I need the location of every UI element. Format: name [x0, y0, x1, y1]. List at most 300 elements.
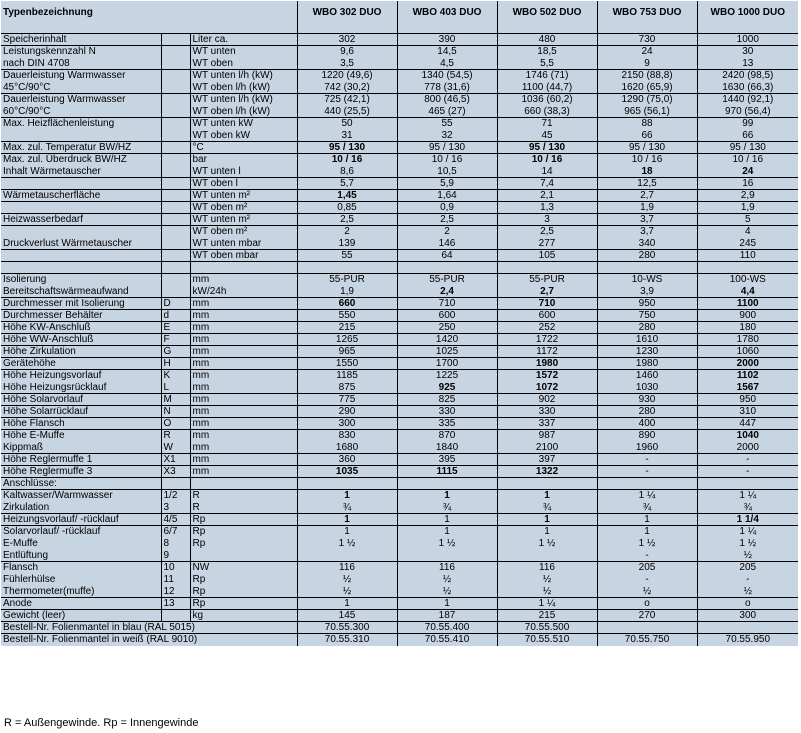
table-row [1, 286, 798, 298]
value-cell: 14 [497, 166, 597, 178]
value-cell: ¾ [697, 502, 798, 514]
table-row [1, 514, 798, 526]
table-row [1, 598, 798, 610]
value-cell: 70.55.750 [597, 634, 697, 646]
value-cell [697, 262, 798, 274]
table-row [1, 58, 798, 70]
value-cell: 750 [597, 310, 697, 322]
value-cell: 55 [297, 250, 397, 262]
value-cell: 1230 [597, 346, 697, 358]
value-cell: 1 [297, 526, 397, 538]
row-label: Wärmetauscherfläche [1, 190, 161, 202]
value-cell: 1 1/4 [697, 514, 798, 526]
row-unit: R [190, 490, 297, 502]
value-cell: 1 [497, 490, 597, 502]
table-row [1, 430, 798, 442]
value-cell [497, 262, 597, 274]
row-label: Höhe Solarvorlauf [1, 394, 161, 406]
value-cell: 10 / 16 [297, 154, 397, 166]
value-cell: ¾ [597, 502, 697, 514]
value-cell: 1 [497, 514, 597, 526]
row-unit: Rp [190, 586, 297, 598]
value-cell: 2 [297, 226, 397, 238]
value-cell: 2,7 [497, 286, 597, 298]
header-row [1, 1, 798, 34]
value-cell: 830 [297, 430, 397, 442]
value-cell: 4 [697, 226, 798, 238]
row-unit: Rp [190, 574, 297, 586]
row-unit: WT oben m² [190, 202, 297, 214]
row-label [1, 250, 161, 262]
value-cell: 600 [397, 310, 497, 322]
value-cell: 1780 [697, 334, 798, 346]
row-unit: R [190, 502, 297, 514]
row-unit: Rp [190, 514, 297, 526]
row-unit: mm [190, 418, 297, 430]
value-cell: 1610 [597, 334, 697, 346]
value-cell: 1722 [497, 334, 597, 346]
row-symbol: F [161, 334, 190, 346]
value-cell: 465 (27) [397, 106, 497, 118]
value-cell: 290 [297, 406, 397, 418]
value-cell: 116 [397, 562, 497, 574]
value-cell: 660 (38,3) [497, 106, 597, 118]
table-row [1, 454, 798, 466]
value-cell: ½ [297, 574, 397, 586]
value-cell: 1550 [297, 358, 397, 370]
value-cell: 2,5 [497, 226, 597, 238]
row-unit: WT oben mbar [190, 250, 297, 262]
value-cell: 1 [597, 526, 697, 538]
value-cell: 925 [397, 382, 497, 394]
row-unit: mm [190, 430, 297, 442]
row-label: Höhe E-Muffe [1, 430, 161, 442]
row-label: Thermometer(muffe) [3, 585, 95, 597]
table-row [1, 274, 798, 286]
value-cell: 710 [497, 298, 597, 310]
row-symbol: X1 [161, 454, 190, 466]
value-cell: 1572 [497, 370, 597, 382]
value-cell: 1220 (49,6) [297, 70, 397, 82]
row-unit: mm [190, 406, 297, 418]
value-cell: 400 [597, 418, 697, 430]
value-cell: 1,9 [697, 202, 798, 214]
row-symbol: K [161, 370, 190, 382]
value-cell: 1100 (44,7) [497, 82, 597, 94]
table-row [1, 538, 798, 550]
value-cell: 1 ¼ [497, 598, 597, 610]
value-cell: 1025 [397, 346, 497, 358]
table-row [1, 202, 798, 214]
row-unit: kW/24h [190, 286, 297, 298]
value-cell: - [597, 550, 697, 562]
row-symbol [161, 250, 190, 262]
table-row [1, 382, 798, 394]
value-cell: 302 [297, 34, 397, 46]
value-cell: 1072 [497, 382, 597, 394]
table-row [1, 130, 798, 142]
value-cell: 1 [297, 490, 397, 502]
row-unit: mm [190, 358, 297, 370]
row-unit: WT oben m² [190, 226, 297, 238]
row-symbol: N [161, 406, 190, 418]
row-label: Höhe Heizungsrücklauf [3, 381, 107, 393]
table-row [1, 370, 798, 382]
value-cell: 9,6 [297, 46, 397, 58]
row-unit: Rp [190, 526, 297, 538]
value-cell: 99 [697, 118, 798, 130]
table-row [1, 490, 798, 502]
value-cell: 730 [597, 34, 697, 46]
row-unit: mm [190, 466, 297, 478]
value-cell: 397 [497, 454, 597, 466]
value-cell: 2420 (98,5) [697, 70, 798, 82]
value-cell: 10 / 16 [697, 154, 798, 166]
row-label: Bestell-Nr. Folienmantel in weiß (RAL 9010) [1, 634, 297, 646]
row-symbol [161, 58, 190, 70]
row-symbol: 11 [161, 574, 190, 586]
value-cell: 4,5 [397, 58, 497, 70]
value-cell: 1102 [697, 370, 798, 382]
value-cell: 440 (25,5) [297, 106, 397, 118]
table-row [1, 154, 798, 166]
value-cell: ½ [697, 586, 798, 598]
row-unit: mm [190, 442, 297, 454]
value-cell: 875 [297, 382, 397, 394]
value-cell: 280 [597, 322, 697, 334]
row-label: Leistungskennzahl N [1, 46, 161, 58]
row-symbol [161, 238, 190, 250]
value-cell: 2150 (88,8) [597, 70, 697, 82]
value-cell: 2,5 [397, 214, 497, 226]
table-row [1, 334, 798, 346]
value-cell: 4,4 [697, 286, 798, 298]
row-label: Kippmaß [3, 441, 44, 453]
value-cell: 146 [397, 238, 497, 250]
value-cell: 710 [397, 298, 497, 310]
value-cell: 95 / 130 [497, 142, 597, 154]
value-cell: 32 [397, 130, 497, 142]
row-unit: WT unten mbar [190, 238, 297, 250]
row-symbol: O [161, 418, 190, 430]
value-cell: 252 [497, 322, 597, 334]
row-label: Gewicht (leer) [1, 610, 161, 622]
value-cell: 1,45 [297, 190, 397, 202]
value-cell [597, 622, 697, 634]
value-cell: 95 / 130 [297, 142, 397, 154]
value-cell: 987 [497, 430, 597, 442]
value-cell: - [697, 574, 798, 586]
value-cell: 340 [597, 238, 697, 250]
value-cell: 31 [297, 130, 397, 142]
value-cell: o [697, 598, 798, 610]
row-symbol [161, 214, 190, 226]
value-cell: 45 [497, 130, 597, 142]
row-label: Höhe Solarrücklauf [1, 406, 161, 418]
value-cell [697, 478, 798, 490]
value-cell: 800 (46,5) [397, 94, 497, 106]
value-cell: 24 [597, 46, 697, 58]
value-cell: ½ [297, 586, 397, 598]
row-unit: WT oben l [190, 178, 297, 190]
value-cell: 277 [497, 238, 597, 250]
value-cell: 0,85 [297, 202, 397, 214]
row-label: Fühlerhülse [3, 573, 56, 585]
value-cell: 1680 [297, 442, 397, 454]
value-cell: 1 ¼ [697, 526, 798, 538]
value-cell: 1 ¼ [597, 490, 697, 502]
value-cell [297, 550, 397, 562]
row-label: Durchmesser mit Isolierung [1, 298, 161, 310]
value-cell: 3,7 [597, 214, 697, 226]
value-cell: 105 [497, 250, 597, 262]
row-symbol [161, 34, 190, 46]
value-cell: 1100 [697, 298, 798, 310]
value-cell: 2,9 [697, 190, 798, 202]
value-cell: ½ [397, 574, 497, 586]
value-cell: 330 [397, 406, 497, 418]
value-cell: 1 [397, 598, 497, 610]
value-cell: 205 [597, 562, 697, 574]
row-symbol [161, 286, 190, 298]
table-row [1, 34, 798, 46]
row-label: Höhe Flansch [1, 418, 161, 430]
value-cell: 8,6 [297, 166, 397, 178]
value-cell: 1980 [597, 358, 697, 370]
row-label: Höhe Reglermuffe 1 [1, 454, 161, 466]
model-header: WBO 753 DUO [597, 1, 697, 34]
value-cell: 337 [497, 418, 597, 430]
value-cell: - [597, 454, 697, 466]
row-unit: WT oben l/h (kW) [190, 82, 297, 94]
value-cell: 71 [497, 118, 597, 130]
value-cell: 360 [297, 454, 397, 466]
value-cell: 24 [697, 166, 798, 178]
row-symbol: 12 [161, 586, 190, 598]
table-row [1, 346, 798, 358]
row-label [1, 178, 161, 190]
value-cell: 775 [297, 394, 397, 406]
value-cell [597, 262, 697, 274]
row-label [1, 262, 161, 274]
value-cell: 1 [297, 514, 397, 526]
value-cell: 1980 [497, 358, 597, 370]
value-cell: 1035 [297, 466, 397, 478]
value-cell: 335 [397, 418, 497, 430]
value-cell: 55-PUR [497, 274, 597, 286]
row-unit: bar [190, 154, 297, 166]
value-cell: 70.55.410 [397, 634, 497, 646]
value-cell: 280 [597, 250, 697, 262]
row-label: Bestell-Nr. Folienmantel in blau (RAL 5015) [1, 622, 297, 634]
value-cell: 1265 [297, 334, 397, 346]
value-cell: 187 [397, 610, 497, 622]
value-cell: 447 [697, 418, 798, 430]
value-cell: 55-PUR [297, 274, 397, 286]
value-cell: 1620 (65,9) [597, 82, 697, 94]
value-cell: 1036 (60,2) [497, 94, 597, 106]
model-header: WBO 403 DUO [397, 1, 497, 34]
row-label: Dauerleistung Warmwasser [1, 70, 161, 82]
row-symbol [161, 106, 190, 118]
row-symbol [161, 226, 190, 238]
value-cell: 660 [297, 298, 397, 310]
row-label: Heizwasserbedarf [1, 214, 161, 226]
row-symbol: 8 [161, 538, 190, 550]
value-cell: 1000 [697, 34, 798, 46]
value-cell: 1,9 [297, 286, 397, 298]
value-cell: 890 [597, 430, 697, 442]
table-row [1, 190, 798, 202]
table-row [1, 526, 798, 538]
value-cell: 1 [497, 526, 597, 538]
value-cell: 5 [697, 214, 798, 226]
row-symbol: 1/2 [161, 490, 190, 502]
value-cell [397, 550, 497, 562]
value-cell: 5,9 [397, 178, 497, 190]
value-cell: 1040 [697, 430, 798, 442]
row-symbol [161, 166, 190, 178]
table-row [1, 250, 798, 262]
value-cell: 18,5 [497, 46, 597, 58]
row-unit: mm [190, 454, 297, 466]
value-cell: 1172 [497, 346, 597, 358]
value-cell: 70.55.400 [397, 622, 497, 634]
thread-legend: R = Außengewinde. Rp = Innengewinde [4, 717, 199, 729]
value-cell: 480 [497, 34, 597, 46]
row-unit: mm [190, 322, 297, 334]
value-cell: 2100 [497, 442, 597, 454]
value-cell: 1 [397, 514, 497, 526]
value-cell: 1185 [297, 370, 397, 382]
value-cell: ½ [497, 574, 597, 586]
row-symbol [161, 262, 190, 274]
row-symbol: d [161, 310, 190, 322]
row-symbol: E [161, 322, 190, 334]
row-symbol: W [161, 442, 190, 454]
value-cell: 900 [697, 310, 798, 322]
value-cell: 3 [497, 214, 597, 226]
value-cell: 1700 [397, 358, 497, 370]
value-cell: 3,7 [597, 226, 697, 238]
value-cell [697, 622, 798, 634]
value-cell: 950 [597, 298, 697, 310]
row-symbol [161, 130, 190, 142]
table-row [1, 46, 798, 58]
table-row [1, 406, 798, 418]
value-cell: 3,5 [297, 58, 397, 70]
value-cell: 215 [497, 610, 597, 622]
value-cell: 10 / 16 [397, 154, 497, 166]
value-cell: 14,5 [397, 46, 497, 58]
value-cell: - [697, 454, 798, 466]
table-row [1, 142, 798, 154]
value-cell: 870 [397, 430, 497, 442]
table-row [1, 70, 798, 82]
row-unit: WT unten l/h (kW) [190, 94, 297, 106]
value-cell: 95 / 130 [597, 142, 697, 154]
row-label: Anode [1, 598, 161, 610]
row-symbol: 9 [161, 550, 190, 562]
value-cell: 1 ½ [297, 538, 397, 550]
value-cell: 1 ¼ [697, 490, 798, 502]
row-label: Max. Heizflächenleistung [1, 118, 161, 130]
value-cell: 95 / 130 [397, 142, 497, 154]
row-unit: mm [190, 274, 297, 286]
value-cell [297, 262, 397, 274]
table-row [1, 418, 798, 430]
value-cell: 1746 (71) [497, 70, 597, 82]
type-label: Typenbezeichnung [3, 7, 93, 18]
row-unit: WT unten [190, 46, 297, 58]
value-cell: 70.55.510 [497, 634, 597, 646]
value-cell: 310 [697, 406, 798, 418]
table-row [1, 610, 798, 622]
value-cell: ½ [697, 550, 798, 562]
row-symbol [161, 154, 190, 166]
row-symbol [161, 118, 190, 130]
value-cell: 70.55.950 [697, 634, 798, 646]
row-label: nach DIN 4708 [3, 57, 70, 69]
row-unit: NW [190, 562, 297, 574]
row-label: Druckverlust Wärmetauscher [3, 237, 132, 249]
row-symbol: 13 [161, 598, 190, 610]
value-cell: 1,9 [597, 202, 697, 214]
row-label: Speicherinhalt [1, 34, 161, 46]
row-unit: mm [190, 334, 297, 346]
value-cell: 1 ½ [497, 538, 597, 550]
table-row [1, 226, 798, 238]
value-cell: 116 [297, 562, 397, 574]
row-unit: Rp [190, 598, 297, 610]
table-row [1, 298, 798, 310]
value-cell: 1 ½ [697, 538, 798, 550]
value-cell: 270 [597, 610, 697, 622]
value-cell [397, 478, 497, 490]
value-cell: ¾ [397, 502, 497, 514]
value-cell: 66 [697, 130, 798, 142]
value-cell: 950 [697, 394, 798, 406]
value-cell: 902 [497, 394, 597, 406]
row-unit: mm [190, 394, 297, 406]
row-unit: mm [190, 298, 297, 310]
value-cell: 1,3 [497, 202, 597, 214]
row-label: Heizungsvorlauf/ -rücklauf [1, 514, 161, 526]
row-label: Inhalt Wärmetauscher [3, 165, 101, 177]
value-cell: 1 [597, 514, 697, 526]
row-label: Max. zul. Temperatur BW/HZ [1, 142, 161, 154]
value-cell: 12,5 [597, 178, 697, 190]
value-cell: 100-WS [697, 274, 798, 286]
value-cell: 280 [597, 406, 697, 418]
row-label [1, 226, 161, 238]
value-cell: 1030 [597, 382, 697, 394]
value-cell: 215 [297, 322, 397, 334]
value-cell: 2,1 [497, 190, 597, 202]
row-symbol: M [161, 394, 190, 406]
row-label: Max. zul. Überdruck BW/HZ [1, 154, 161, 166]
model-header: WBO 1000 DUO [697, 1, 798, 34]
row-label: Zirkulation [3, 501, 50, 513]
row-symbol: X3 [161, 466, 190, 478]
value-cell: 2000 [697, 358, 798, 370]
value-cell [597, 478, 697, 490]
value-cell: 205 [697, 562, 798, 574]
row-symbol: 6/7 [161, 526, 190, 538]
row-unit: °C [190, 142, 297, 154]
value-cell: o [597, 598, 697, 610]
value-cell: 1440 (92,1) [697, 94, 798, 106]
